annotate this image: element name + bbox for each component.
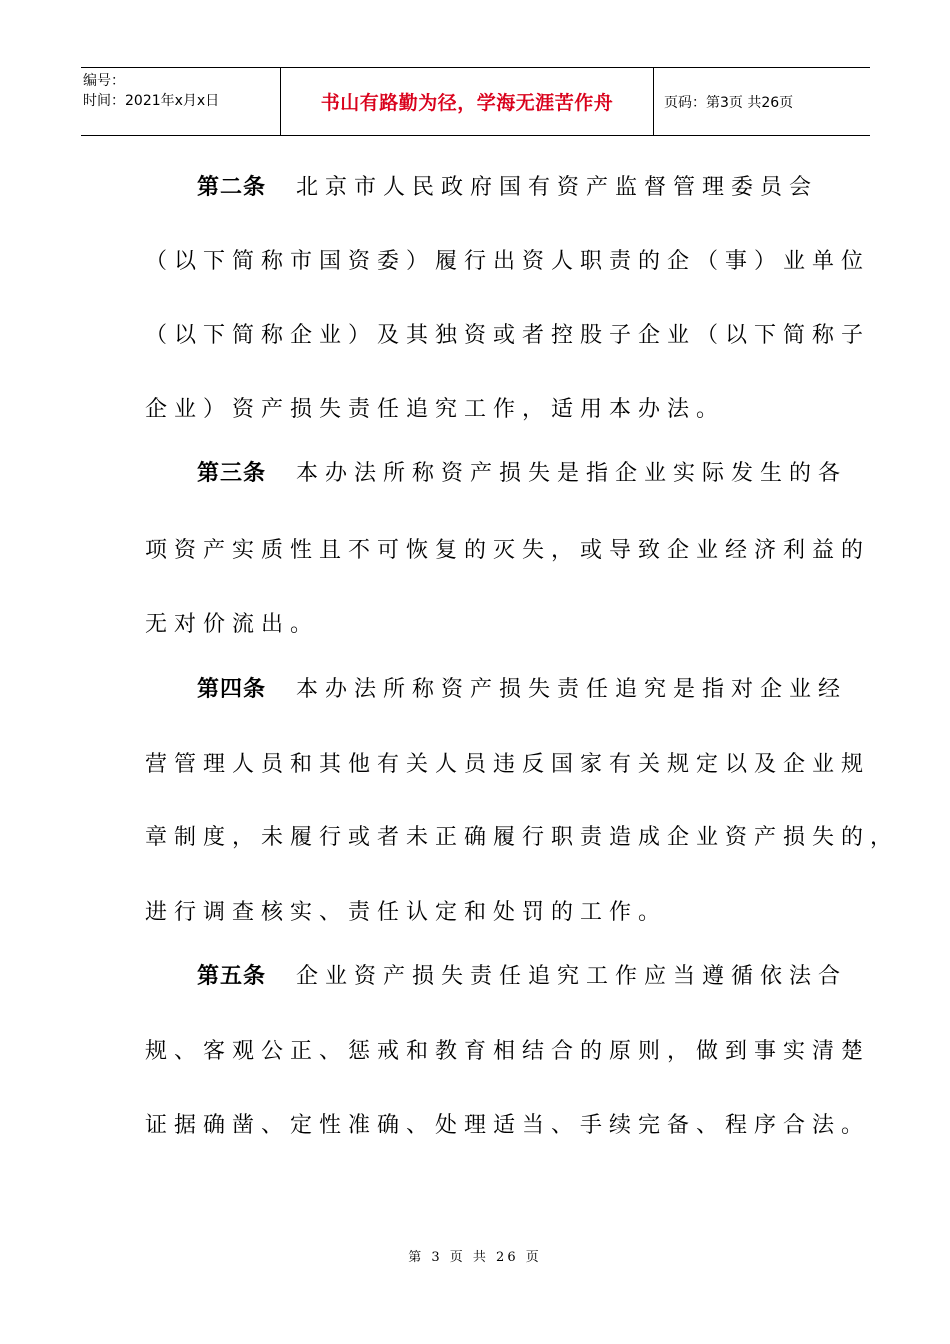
article-4-line-3: 章制度，未履行或者未正确履行职责造成企业资产损失的， xyxy=(145,825,900,850)
article-3-line-2: 项资产实质性且不可恢复的灭失，或导致企业经济利益的 xyxy=(145,538,871,563)
article-text: 企业资产损失责任追究工作应当遵循依法合 xyxy=(296,964,848,989)
header-meta xyxy=(81,68,281,135)
article-5-line-1 xyxy=(197,957,847,997)
article-4-line-4: 进行调查核实、责任认定和处罚的工作。 xyxy=(145,900,668,925)
header-motto-cell xyxy=(281,68,654,135)
page-info-text: 页码：第3页 共26页 xyxy=(664,94,794,111)
article-text: 本办法所称资产损失是指企业实际发生的各 xyxy=(296,461,848,486)
document-time-label: 时间：2021年x月x日 xyxy=(83,93,220,109)
article-5-line-2: 规、客观公正、惩戒和教育相结合的原则，做到事实清楚 xyxy=(145,1039,871,1064)
article-text: 本办法所称资产损失责任追究是指对企业经 xyxy=(296,677,848,702)
document-number-label: 编号： xyxy=(83,73,125,89)
article-2-line-2: （以下简称市国资委）履行出资人职责的企（事）业单位 xyxy=(145,249,871,274)
article-heading: 第三条 xyxy=(197,461,267,486)
article-heading: 第二条 xyxy=(197,175,267,200)
article-5-line-3: 证据确凿、定性准确、处理适当、手续完备、程序合法。 xyxy=(145,1113,871,1138)
article-text: 北京市人民政府国有资产监督管理委员会 xyxy=(296,175,819,200)
article-2-line-4: 企业）资产损失责任追究工作，适用本办法。 xyxy=(145,397,726,422)
article-heading: 第四条 xyxy=(197,677,267,702)
article-heading: 第五条 xyxy=(197,964,267,989)
page-header xyxy=(81,67,870,136)
footer-page-number: 第 3 页 共 26 页 xyxy=(408,1250,542,1265)
article-4-line-1 xyxy=(197,670,847,710)
article-3-line-1 xyxy=(197,454,847,494)
page-footer xyxy=(0,1246,950,1265)
article-4-line-2: 营管理人员和其他有关人员违反国家有关规定以及企业规 xyxy=(145,752,871,777)
article-2-line-1 xyxy=(197,168,818,208)
header-page-info xyxy=(654,68,870,135)
header-motto: 书山有路勤为径，学海无涯苦作舟 xyxy=(320,92,614,114)
article-3-line-3: 无对价流出。 xyxy=(145,612,320,637)
article-2-line-3: （以下简称企业）及其独资或者控股子企业（以下简称子 xyxy=(145,323,871,348)
